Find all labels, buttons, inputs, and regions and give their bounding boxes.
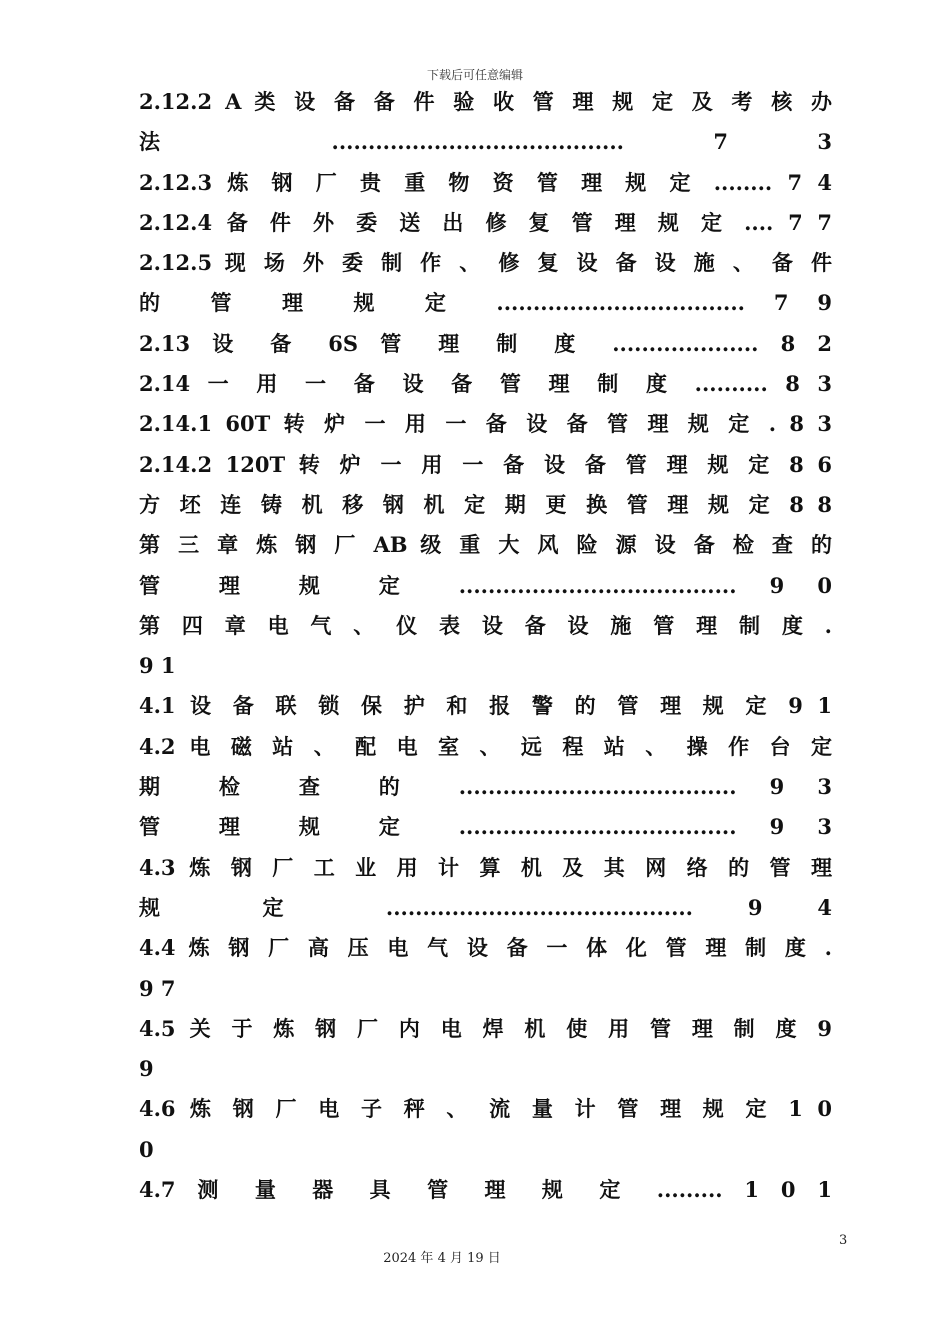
toc-line: 9 1 [139, 653, 176, 679]
toc-line: 的 管 理 规 定 .................................. 7 9 [139, 290, 832, 316]
toc-line: 2.14.1 60T 转 炉 一 用 一 备 设 备 管 理 规 定 . 8 3 [139, 411, 832, 437]
toc-line: 2.13 设 备 6S 管 理 制 度 .................... 8 2 [139, 330, 832, 356]
header-note: 下载后可任意编辑 [426, 68, 523, 82]
toc-line: 2.14.2 120T 转 炉 一 用 一 备 设 备 管 理 规 定 8 6 [139, 451, 832, 477]
footer-date: 2024 年 4 月 19 日 [383, 1251, 501, 1266]
toc-line: 4.4 炼 钢 厂 高 压 电 气 设 备 一 体 化 管 理 制 度 . [139, 935, 832, 961]
toc-line: 方 坯 连 铸 机 移 钢 机 定 期 更 换 管 理 规 定 8 8 [139, 491, 832, 517]
toc-line: 管 理 规 定 ...................................... 9 0 [139, 572, 832, 598]
toc-line: 4.1 设 备 联 锁 保 护 和 报 警 的 管 理 规 定 9 1 [139, 693, 832, 719]
toc-line: 期 检 查 的 ...................................... 9 3 [139, 774, 832, 800]
toc-line: 法 ........................................ 7 3 [139, 129, 832, 155]
toc-line: 2.12.2 A 类 设 备 备 件 验 收 管 理 规 定 及 考 核 办 [139, 89, 832, 114]
toc-line: 2.12.5 现 场 外 委 制 作 、 修 复 设 备 设 施 、 备 件 [139, 250, 832, 276]
toc-line: 2.14 一 用 一 备 设 备 管 理 制 度 .......... 8 3 [139, 371, 832, 397]
toc-line: 2.12.4 备 件 外 委 送 出 修 复 管 理 规 定 .... 7 7 [139, 209, 832, 235]
toc-line: 4.7 测 量 器 具 管 理 规 定 ......... 1 0 1 [139, 1177, 832, 1203]
toc-line: 第 四 章 电 气 、 仪 表 设 备 设 施 管 理 制 度 . [139, 612, 832, 638]
toc-line: 4.5 关 于 炼 钢 厂 内 电 焊 机 使 用 管 理 制 度 9 [139, 1015, 832, 1041]
toc-line: 9 7 [139, 975, 176, 1001]
toc-line: 0 [139, 1136, 154, 1162]
toc-line: 4.6 炼 钢 厂 电 子 秤 、 流 量 计 管 理 规 定 1 0 [139, 1096, 832, 1122]
table-of-contents [139, 82, 832, 1210]
toc-line: 规 定 .......................................... 9 4 [139, 894, 832, 920]
toc-line: 2.12.3 炼 钢 厂 贵 重 物 资 管 理 规 定 ........ 7 4 [139, 169, 832, 195]
toc-line: 第 三 章 炼 钢 厂 AB 级 重 大 风 险 源 设 备 检 查 的 [139, 532, 832, 558]
toc-line: 管 理 规 定 ...................................... 9 3 [139, 814, 832, 840]
toc-line: 9 [139, 1056, 154, 1082]
toc-line: 4.2 电 磁 站 、 配 电 室 、 远 程 站 、 操 作 台 定 [139, 733, 832, 759]
page-number: 3 [839, 1233, 848, 1248]
toc-line: 4.3 炼 钢 厂 工 业 用 计 算 机 及 其 网 络 的 管 理 [139, 854, 832, 880]
